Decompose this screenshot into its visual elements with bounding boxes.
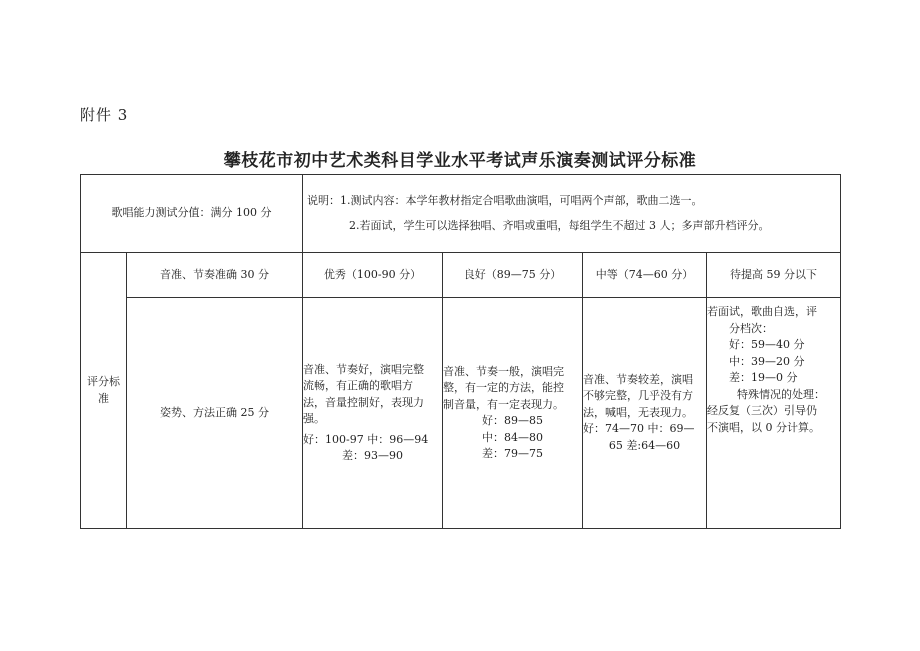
criteria-detail-row [81,298,841,529]
excellent-line-1: 音准、节奏好，演唱完整 [303,362,424,376]
note-line-1: 说明：1.测试内容：本学年教材指定合唱歌曲演唱，可唱两个声部，歌曲二选一。 [307,194,703,207]
excellent-score-1: 好：100-97 中：96—94 [303,432,429,446]
grade-header-row [81,253,841,298]
rubric-label-cell [81,253,127,529]
good-score-2: 中：84—80 [482,430,543,444]
good-detail [443,298,583,529]
grade-excellent: 优秀（100-90 分） [303,253,443,298]
good-line-3: 制音量，有一定表现力。 [443,397,564,411]
medium-line-1: 音准、节奏较差，演唱 [583,372,693,386]
grade-improve: 待提高 59 分以下 [707,253,841,298]
medium-score-2: 65 差:64—60 [608,438,681,452]
good-line-2: 整，有一定的方法，能控 [443,381,564,394]
grade-medium: 中等（74—60 分） [583,253,707,298]
excellent-score-2: 差：93—90 [342,449,403,462]
excellent-detail [303,298,443,529]
good-line-1: 音准、节奏一般，演唱完 [443,364,564,378]
excellent-line-3: 法，音量控制好，表现力 [303,395,424,409]
rubric-label: 评分标准 [87,375,120,405]
improve-score-2: 中：39—20 分 [729,354,805,368]
excellent-line-2: 流畅，有正确的歌唱方 [303,379,413,392]
good-score-3: 差：79—75 [482,447,543,460]
special-case-line-1: 经反复（三次）引导仍 [707,404,817,417]
note-line-2: 2.若面试，学生可以选择独唱、齐唱或重唱，每组学生不超过 3 人；多声部升档评分。 [349,218,770,232]
medium-line-2: 不够完整，几乎没有方 [583,389,693,403]
criterion-2: 姿势、方法正确 25 分 [127,298,303,529]
special-case-line-2: 不演唱，以 0 分计算。 [707,420,820,434]
excellent-line-4: 强。 [303,412,325,425]
grade-good: 良好（89—75 分） [443,253,583,298]
improve-line-2: 分档次： [729,321,773,335]
medium-detail [583,298,707,529]
improve-line-1: 若面试，歌曲自选，评 [707,305,817,318]
improve-score-3: 差：19—0 分 [729,371,798,384]
scoring-table [80,174,841,529]
improve-score-1: 好：59—40 分 [729,338,805,351]
ability-row [81,175,841,253]
page-title: 攀枝花市初中艺术类科目学业水平考试声乐演奏测试评分标准 [223,151,697,171]
ability-label: 歌唱能力测试分值：满分 100 分 [81,175,303,253]
ability-notes [303,175,841,253]
good-score-1: 好：89—85 [482,414,543,427]
attachment-label: 附件 3 [80,106,129,124]
criterion-1: 音准、节奏准确 30 分 [127,253,303,298]
special-case-title: 特殊情况的处理： [737,387,825,401]
improve-detail [707,298,841,529]
medium-line-3: 法，喊唱，无表现力。 [583,405,693,419]
medium-score-1: 好：74—70 中：69— [583,422,695,436]
